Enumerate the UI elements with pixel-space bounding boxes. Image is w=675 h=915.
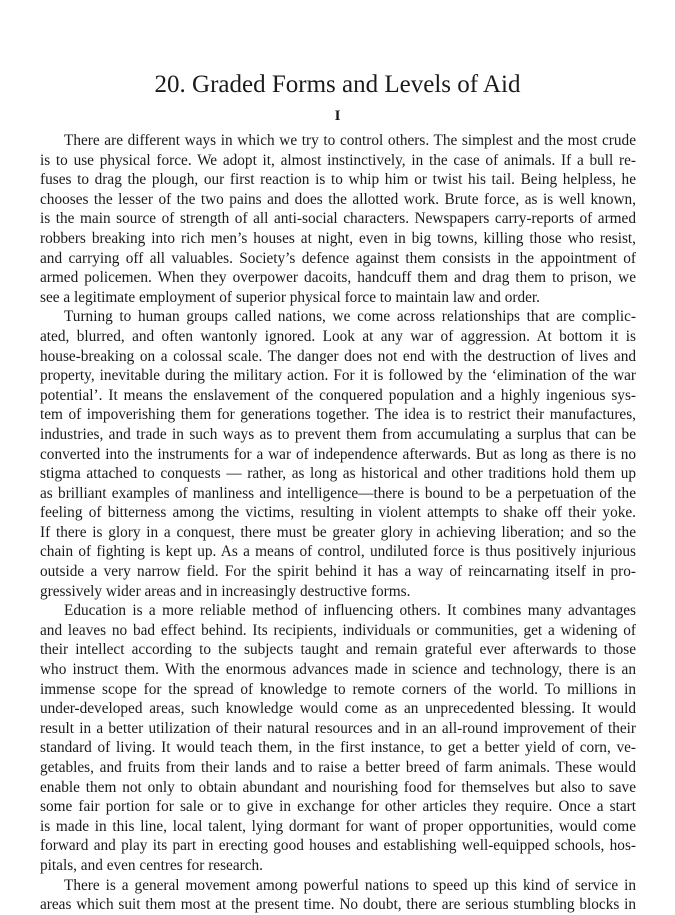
text-line: armed policemen. When they overpower dacoits, handcuff them and drag them to prison, we [40,269,636,287]
text-line: who instruct them. With the enormous advances made in science and technology, there is an [40,661,636,679]
text-line: getables, and fruits from their lands and to raise a better breed of farm animals. These would [40,759,636,776]
section-numeral: I [334,108,341,124]
text-line: There is a general movement among powerful nations to speed up this kind of service in [64,876,636,894]
text-line: their intellect according to the subjects taught and remain grateful ever afterwards to those [40,641,636,659]
text-line: and carrying off all valuables. Society’s defence against them consists in the appointment of [40,249,636,267]
text-line: Turning to human groups called nations, we come across relationships that are complic- [64,308,636,326]
text-line: industries, and trade in such ways as to prevent them from accumulating a surplus that can be [40,425,636,443]
text-line: under-developed areas, such knowledge would come as an unprecedented blessing. It would [40,700,636,718]
text-line: stigma attached to conquests — rather, as long as historical and other traditions hold them up [40,465,636,483]
text-line: Education is a more reliable method of influencing others. It combines many advantages [64,602,636,620]
text-line: property, inevitable during the military action. For it is followed by the ‘elimination of the war [40,367,636,385]
text-line: is to use physical force. We adopt it, almost instinctively, in the case of animals. If a bull re- [40,151,636,169]
text-line: see a legitimate employment of superior physical force to maintain law and order. [40,288,540,306]
text-line: is made in this line, local talent, lying dormant for want of proper opportunities, would come [40,817,636,835]
paragraph [40,131,636,307]
text-line: converted into the instruments for a war of independence afterwards. But as long as there is no [40,445,636,463]
text-line: gressively wider areas and in increasingly destructive forms. [40,582,411,600]
text-line: areas which suit them most at the present time. No doubt, there are serious stumbling blocks in [40,896,636,914]
text-line: feeling of bitterness among the victims, resulting in violent attempts to shake off their yoke. [40,504,636,522]
text-line: ated, blurred, and often wantonly ignored. Look at any war of aggression. At bottom it is [40,327,636,345]
text-line: is the main source of strength of all anti-social characters. Newspapers carry-reports of armed [40,210,636,228]
text-line: There are different ways in which we try to control others. The simplest and the most crude [64,132,636,149]
text-line: house-breaking on a colossal scale. The danger does not end with the destruction of lives and [40,347,636,365]
chapter-title: 20. Graded Forms and Levels of Aid [154,71,521,98]
text-line: chooses the lesser of the two pains and does the allotted work. Brute force, as is well known, [40,190,636,208]
paragraph [40,307,636,601]
text-line: as brilliant examples of manliness and intelligence—there is bound to be a perpetuation of the [40,484,636,502]
text-line: fuses to drag the plough, our first reaction is to whip him or twist his tail. Being helpless, he [40,171,636,189]
text-line: some fair portion for sale or to give in exchange for other articles they require. Once a start [40,798,636,816]
text-line: result in a better utilization of their natural resources and in an all-round improvement of their [40,719,636,737]
text-line: enable them not only to obtain abundant and nourishing food for themselves but also to save [40,778,636,796]
paragraph [40,876,636,915]
text-line: pitals, and even centres for research. [40,856,263,874]
text-line: If there is glory in a conquest, there must be greater glory in achieving liberation; and so the [40,523,636,541]
body-text [40,131,636,915]
text-line: and leaves no bad effect behind. Its recipients, individuals or communities, get a widening of [40,621,636,639]
text-line: potential’. It means the enslavement of the conquered population and a highly ingenious sys- [40,386,636,404]
text-line: robbers breaking into rich men’s houses at night, even in big towns, killing those who resist, [40,229,636,247]
text-line: forward and play its part in erecting good houses and establishing well-equipped schools, hos- [40,837,636,855]
text-line: immense scope for the spread of knowledge to remote corners of the world. To millions in [40,680,636,698]
text-line: outside a very narrow field. For the spirit behind it has a way of reincarnating itself in pro- [40,563,636,581]
text-line: standard of living. It would teach them, in the first instance, to get a better yield of corn, ve- [40,739,636,757]
text-line: tem of impoverishing them for generations together. The idea is to restrict their manufactures, [40,406,636,424]
paragraph [40,601,636,875]
text-line: chain of fighting is kept up. As a means of control, undiluted force is thus positively injurious [40,543,636,561]
